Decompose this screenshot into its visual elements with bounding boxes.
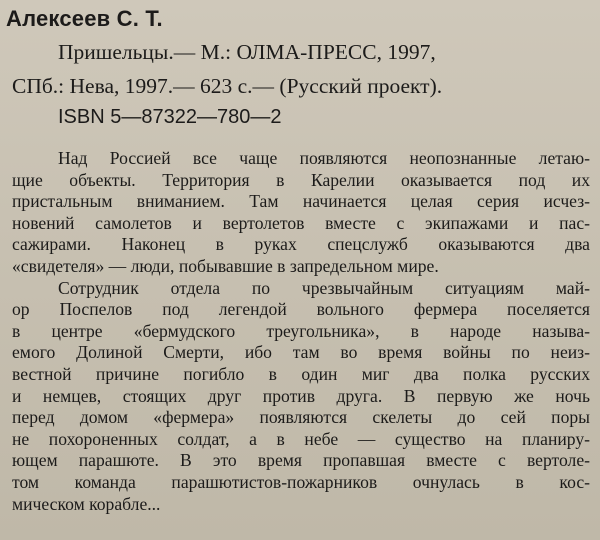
annotation-line: и немцев, стоящих друг против друга. В первую же ночь <box>12 385 590 406</box>
annotation-line: новений самолетов и вертолетов вместе с экипажами и пас- <box>12 212 590 233</box>
annotation-line: вестной причине погибло в один миг два полка русских <box>12 363 590 384</box>
bibliography-line-2: СПб.: Нева, 1997.— 623 с.— (Русский проект). <box>12 74 443 98</box>
annotation-line: щие объекты. Территория в Карелии оказывается под их <box>12 169 590 190</box>
annotation-line: ющем парашюте. В это время пропавшая вместе с вертоле- <box>12 450 590 471</box>
annotation-line: сажирами. Наконец в руках спецслужб оказываются два <box>12 234 590 255</box>
author-name: Алексеев С. Т. <box>6 6 163 31</box>
annotation-line: в центре «бермудского треугольника», в народе называ- <box>12 320 590 341</box>
annotation-line: том команда парашютистов-пожарников очнулась в кос- <box>12 471 590 492</box>
annotation-line: ор Поспелов под легендой вольного фермера поселяется <box>12 299 590 320</box>
annotation-line: Над Россией все чаще появляются неопознанные летаю- <box>58 148 590 168</box>
annotation-line: Сотрудник отдела по чрезвычайным ситуациям май- <box>58 277 590 298</box>
annotation-line: «свидетеля» — люди, побывавшие в запредельном мире. <box>12 255 439 276</box>
bibliography-line-1: Пришельцы.— М.: ОЛМА-ПРЕСС, 1997, <box>58 40 436 64</box>
annotation-line: не похороненных солдат, а в небе — существо на планиру- <box>12 428 590 449</box>
annotation-text <box>12 148 590 515</box>
annotation-line: емого Долиной Смерти, ибо там во время войны по неиз- <box>12 342 590 363</box>
annotation-line: мическом корабле... <box>12 493 161 514</box>
isbn: ISBN 5—87322—780—2 <box>58 106 282 128</box>
annotation-line: перед домом «фермера» появляются скелеты до сей поры <box>12 407 590 428</box>
annotation-line: пристальным вниманием. Там начинается целая серия исчез- <box>12 191 590 212</box>
